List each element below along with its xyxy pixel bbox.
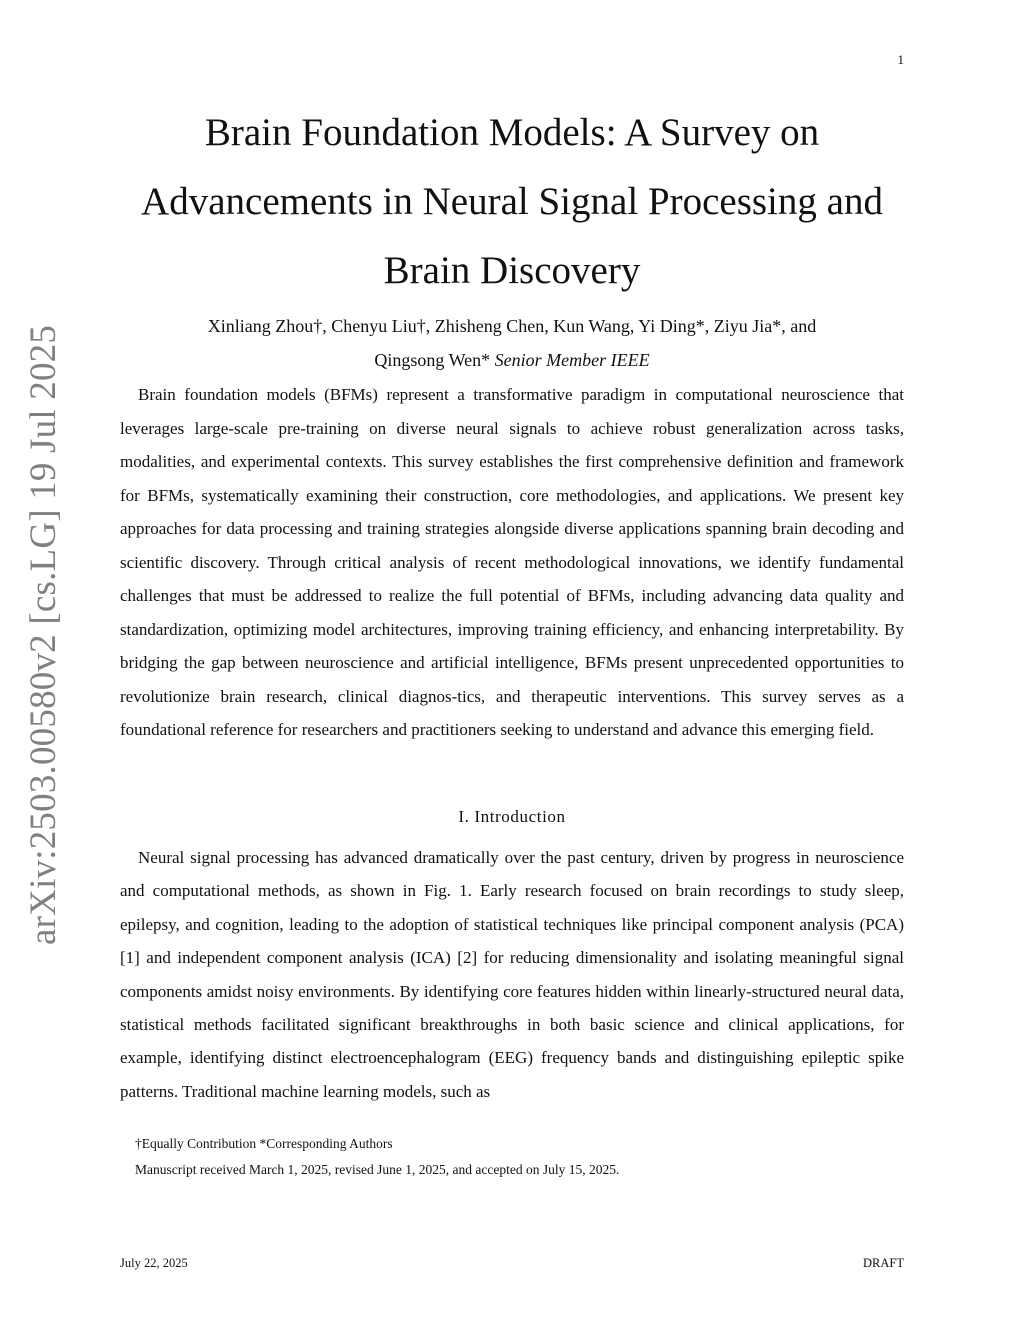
title-line-3: Brain Discovery xyxy=(383,249,641,292)
author-membership: Senior Member IEEE xyxy=(494,350,650,370)
arxiv-identifier-stamp: arXiv:2503.00580v2 [cs.LG] 19 Jul 2025 xyxy=(23,324,64,945)
author-line-1: Xinliang Zhou†, Chenyu Liu†, Zhisheng Chen, Kun Wang, Yi Ding*, Ziyu Jia*, and xyxy=(207,316,817,336)
author-line-2 xyxy=(110,343,914,377)
introduction-paragraph: Neural signal processing has advanced dramatically over the past century, driven by progress in neuroscience and computational methods, as shown in Fig. 1. Early research focused on brain recordings to study sleep, epilepsy, and cognition, leading to the adoption of statistical techniques like principal component analysis (PCA) [1] and independent component analysis (ICA) [2] for reducing dimensionality and isolating meaningful signal components amidst noisy environments. By identifying core features hidden within linearly-structured neural data, statistical methods facilitated significant breakthroughs in both basic science and clinical applications, for example, identifying distinct electroencephalogram (EEG) frequency bands and distinguishing epileptic spike patterns. Traditional machine learning models, such as xyxy=(120,848,904,1101)
title-line-2: Advancements in Neural Signal Processing and xyxy=(141,180,883,223)
footer-draft-label: DRAFT xyxy=(863,1256,904,1270)
title-line-1: Brain Foundation Models: A Survey on xyxy=(204,111,820,154)
abstract-paragraph: Brain foundation models (BFMs) represent a transformative paradigm in computational neuroscience that leverages large-scale pre-training on diverse neural signals to achieve robust generalization across tasks, modalities, and experimental contexts. This survey establishes the first comprehensive definition and framework for BFMs, systematically examining their construction, core methodologies, and applications. We present key approaches for data processing and training strategies alongside diverse applications spanning brain decoding and scientific discovery. Through critical analysis of recent methodological innovations, we identify fundamental challenges that must be addressed to realize the full potential of BFMs, including advancing data quality and standardization, optimizing model architectures, improving training efficiency, and enhancing interpretability. By bridging the gap between neuroscience and artificial intelligence, BFMs present unprecedented opportunities to revolutionize brain research, clinical diagnos-tics, and therapeutic interventions. This survey serves as a foundational reference for researchers and practitioners seeking to understand and advance this emerging field. xyxy=(120,385,904,739)
footer-date: July 22, 2025 xyxy=(120,1256,188,1270)
author-list xyxy=(110,309,914,377)
author-last-name: Qingsong Wen* xyxy=(374,350,495,370)
paper-title xyxy=(110,98,914,305)
section-heading-introduction: I. Introduction xyxy=(458,807,566,826)
footnote-contribution: †Equally Contribution *Corresponding Authors xyxy=(135,1136,393,1151)
page-number: 1 xyxy=(897,52,904,67)
footnote-manuscript-dates: Manuscript received March 1, 2025, revised June 1, 2025, and accepted on July 15, 2025. xyxy=(135,1162,620,1177)
